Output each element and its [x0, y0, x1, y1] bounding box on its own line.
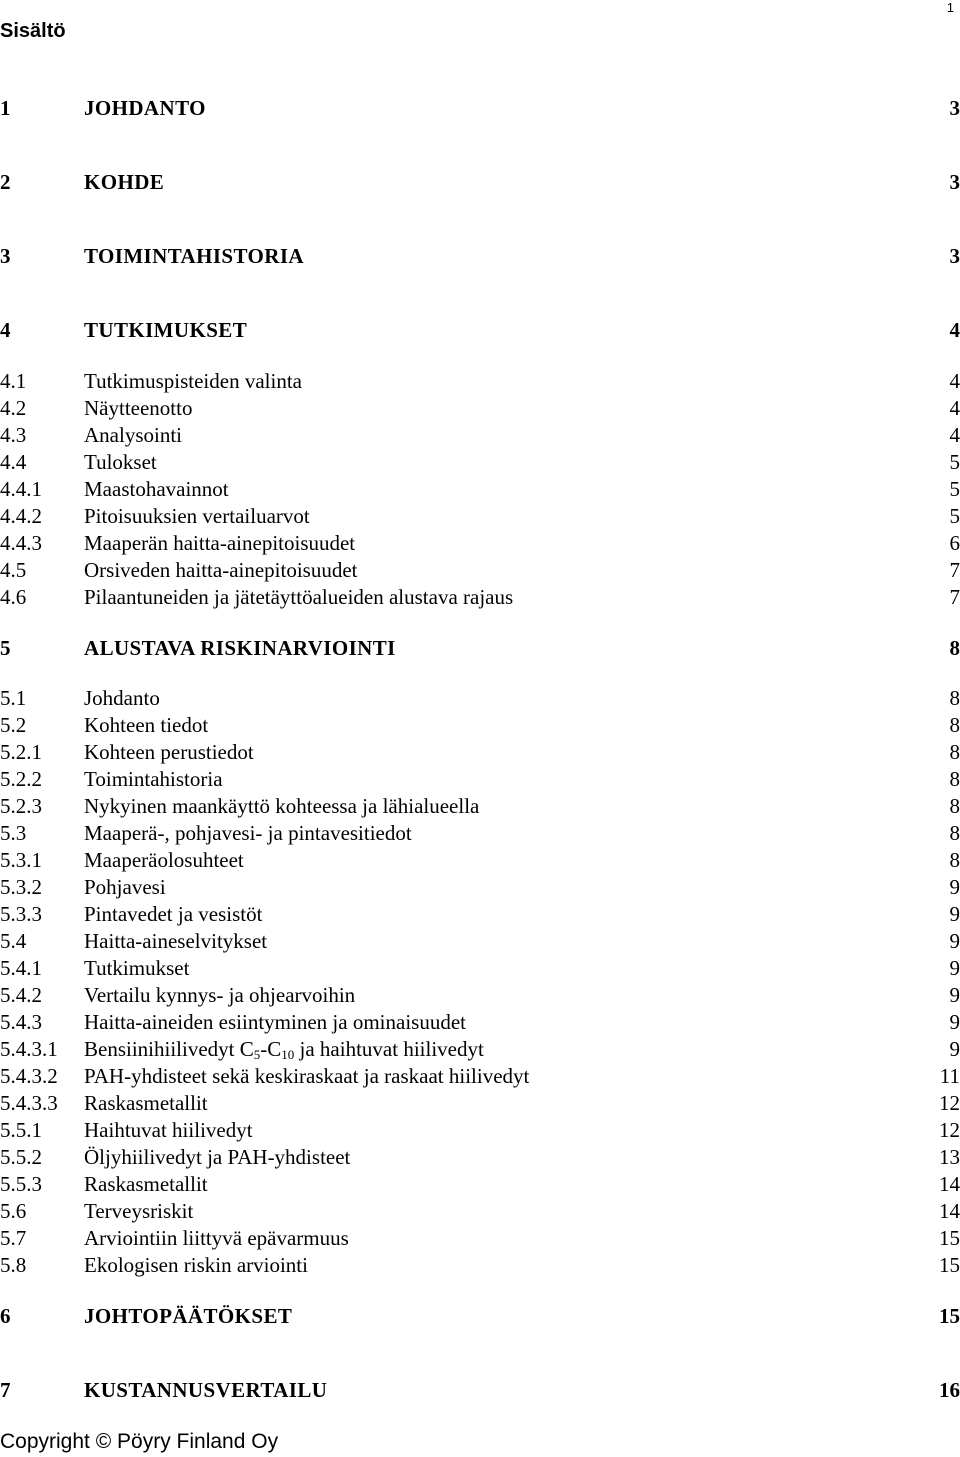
toc-section-entry[interactable] — [0, 739, 960, 766]
toc-section-entry[interactable] — [0, 395, 960, 422]
toc-entry-title: Raskasmetallit — [84, 1091, 208, 1115]
toc-section-entry[interactable] — [0, 476, 960, 503]
toc-entry-page: 15 — [939, 1304, 960, 1328]
toc-entry-title: Johdanto — [84, 686, 160, 710]
toc-entry-page: 4 — [949, 318, 960, 342]
toc-entry-page: 3 — [949, 244, 960, 268]
toc-entry-page: 13 — [939, 1145, 960, 1169]
toc-entry-title: Tulokset — [84, 450, 157, 474]
toc-entry-title: Maaperän haitta-ainepitoisuudet — [84, 531, 356, 555]
toc-section-entry[interactable] — [0, 1009, 960, 1036]
toc-entry-number: 5.2.1 — [0, 740, 42, 764]
toc-section-entry[interactable] — [0, 530, 960, 557]
toc-chapter-entry[interactable] — [0, 635, 960, 662]
toc-entry-number: 5.3.1 — [0, 848, 42, 872]
toc-entry-page: 8 — [949, 848, 960, 872]
toc-entry-page: 9 — [949, 902, 960, 926]
toc-entry-page: 15 — [939, 1253, 960, 1277]
toc-section-entry[interactable] — [0, 1198, 960, 1225]
toc-chapter-entry[interactable] — [0, 95, 960, 122]
toc-entry-number: 5.2.2 — [0, 767, 42, 791]
toc-entry-title: Raskasmetallit — [84, 1172, 208, 1196]
toc-entry-number: 1 — [0, 96, 11, 120]
toc-entry-title: Tutkimuspisteiden valinta — [84, 369, 302, 393]
toc-entry-number: 5.5.3 — [0, 1172, 42, 1196]
toc-entry-page: 14 — [939, 1199, 960, 1223]
toc-section-entry[interactable] — [0, 584, 960, 611]
toc-entry-number: 5.2 — [0, 713, 27, 737]
toc-entry-page: 16 — [939, 1378, 960, 1402]
toc-entry-page: 15 — [939, 1226, 960, 1250]
toc-entry-number: 5.4.2 — [0, 983, 42, 1007]
toc-section-entry[interactable] — [0, 1144, 960, 1171]
toc-chapter-entry[interactable] — [0, 317, 960, 344]
toc-entry-title: Pilaantuneiden ja jätetäyttöalueiden alustava rajaus — [84, 585, 514, 609]
toc-entry-page: 9 — [949, 956, 960, 980]
toc-entry-page: 11 — [939, 1064, 960, 1088]
toc-entry-title: Orsiveden haitta-ainepitoisuudet — [84, 558, 358, 582]
toc-section-entry[interactable] — [0, 1090, 960, 1117]
toc-entry-page: 5 — [949, 450, 960, 474]
toc-entry-page: 6 — [949, 531, 960, 555]
toc-section-entry[interactable] — [0, 1036, 960, 1063]
toc-entry-title: Terveysriskit — [84, 1199, 194, 1223]
copyright-footer: Copyright © Pöyry Finland Oy — [0, 1430, 279, 1453]
toc-entry-title: Öljyhiilivedyt ja PAH-yhdisteet — [84, 1145, 351, 1169]
toc-section-entry[interactable] — [0, 793, 960, 820]
toc-entry-page: 5 — [949, 504, 960, 528]
toc-section-entry[interactable] — [0, 685, 960, 712]
toc-entry-number: 5.1 — [0, 686, 27, 710]
toc-entry-page: 7 — [949, 558, 960, 582]
toc-entry-number: 4.2 — [0, 396, 27, 420]
toc-entry-page: 8 — [949, 686, 960, 710]
toc-entry-page: 9 — [949, 983, 960, 1007]
toc-section-entry[interactable] — [0, 557, 960, 584]
toc-entry-number: 4.4.3 — [0, 531, 42, 555]
title-text: -C — [260, 1037, 282, 1061]
toc-entry-page: 3 — [949, 170, 960, 194]
toc-section-entry[interactable] — [0, 901, 960, 928]
toc-entry-number: 5.4.3.1 — [0, 1037, 58, 1061]
toc-section-entry[interactable] — [0, 503, 960, 530]
toc-entry-title: Ekologisen riskin arviointi — [84, 1253, 308, 1277]
toc-section-entry[interactable] — [0, 712, 960, 739]
toc-entry-title: Näytteenotto — [84, 396, 193, 420]
toc-entry-number: 5.4 — [0, 929, 27, 953]
toc-entry-title: Analysointi — [84, 423, 182, 447]
toc-entry-title: Maaperä-, pohjavesi- ja pintavesitiedot — [84, 821, 412, 845]
toc-section-entry[interactable] — [0, 368, 960, 395]
toc-entry-number: 4.4.2 — [0, 504, 42, 528]
toc-section-entry[interactable] — [0, 1171, 960, 1198]
toc-entry-title: Haitta-aineiden esiintyminen ja ominaisuudet — [84, 1010, 466, 1034]
toc-entry-title: KUSTANNUSVERTAILU — [84, 1378, 328, 1402]
toc-entry-title: Kohteen tiedot — [84, 713, 209, 737]
toc-entry-page: 9 — [949, 1037, 960, 1061]
toc-entry-title: PAH-yhdisteet sekä keskiraskaat ja raskaat hiilivedyt — [84, 1064, 530, 1088]
toc-entry-number: 5.4.3.2 — [0, 1064, 58, 1088]
toc-entry-title: Arviointiin liittyvä epävarmuus — [84, 1226, 349, 1250]
toc-chapter-entry[interactable] — [0, 243, 960, 270]
toc-entry-title — [84, 1036, 484, 1063]
toc-entry-number: 5.4.3.3 — [0, 1091, 58, 1115]
toc-entry-page: 8 — [949, 713, 960, 737]
toc-entry-number: 4.1 — [0, 369, 27, 393]
toc-entry-title: KOHDE — [84, 170, 165, 194]
toc-heading: Sisältö — [0, 20, 66, 42]
toc-entry-number: 6 — [0, 1304, 11, 1328]
toc-entry-page: 8 — [949, 636, 960, 660]
toc-entry-page: 8 — [949, 794, 960, 818]
toc-entry-number: 4.3 — [0, 423, 27, 447]
toc-section-entry[interactable] — [0, 820, 960, 847]
toc-chapter-entry[interactable] — [0, 169, 960, 196]
toc-entry-title: Pitoisuuksien vertailuarvot — [84, 504, 310, 528]
toc-chapter-entry[interactable] — [0, 1377, 960, 1404]
toc-entry-number: 5.7 — [0, 1226, 27, 1250]
toc-entry-page: 9 — [949, 875, 960, 899]
toc-entry-number: 5.8 — [0, 1253, 27, 1277]
toc-entry-number: 5.2.3 — [0, 794, 42, 818]
toc-entry-number: 4.4.1 — [0, 477, 42, 501]
toc-entry-title: Maastohavainnot — [84, 477, 229, 501]
toc-entry-page: 9 — [949, 929, 960, 953]
toc-section-entry[interactable] — [0, 955, 960, 982]
toc-entry-number: 5.3.2 — [0, 875, 42, 899]
subscript-text: 5 — [253, 1047, 261, 1062]
toc-entry-page: 12 — [939, 1118, 960, 1142]
toc-section-entry[interactable] — [0, 1252, 960, 1279]
toc-section-entry[interactable] — [0, 874, 960, 901]
toc-section-entry[interactable] — [0, 449, 960, 476]
toc-entry-number: 4.6 — [0, 585, 27, 609]
toc-section-entry[interactable] — [0, 1225, 960, 1252]
toc-entry-number: 4.5 — [0, 558, 27, 582]
toc-entry-title: Haitta-aineselvitykset — [84, 929, 268, 953]
subscript-text: 10 — [281, 1047, 295, 1062]
toc-entry-page: 4 — [949, 396, 960, 420]
toc-entry-page: 8 — [949, 740, 960, 764]
toc-entry-title: Nykyinen maankäyttö kohteessa ja lähialueella — [84, 794, 480, 818]
toc-entry-page: 8 — [949, 767, 960, 791]
toc-entry-number: 5.5.2 — [0, 1145, 42, 1169]
toc-entry-page: 8 — [949, 821, 960, 845]
toc-entry-page: 14 — [939, 1172, 960, 1196]
toc-entry-number: 5.3.3 — [0, 902, 42, 926]
toc-section-entry[interactable] — [0, 982, 960, 1009]
toc-entry-page: 3 — [949, 96, 960, 120]
toc-section-entry[interactable] — [0, 847, 960, 874]
toc-entry-number: 3 — [0, 244, 11, 268]
toc-entry-page: 4 — [949, 423, 960, 447]
toc-entry-title: Tutkimukset — [84, 956, 190, 980]
toc-chapter-entry[interactable] — [0, 1303, 960, 1330]
toc-entry-title: TUTKIMUKSET — [84, 318, 248, 342]
toc-entry-page: 12 — [939, 1091, 960, 1115]
toc-entry-number: 5.4.1 — [0, 956, 42, 980]
toc-entry-number: 2 — [0, 170, 11, 194]
toc-entry-title: JOHDANTO — [84, 96, 206, 120]
toc-entry-title: Pohjavesi — [84, 875, 166, 899]
toc-entry-title: Kohteen perustiedot — [84, 740, 254, 764]
toc-section-entry[interactable] — [0, 1063, 960, 1090]
toc-entry-page: 7 — [949, 585, 960, 609]
toc-section-entry[interactable] — [0, 766, 960, 793]
toc-entry-number: 5 — [0, 636, 11, 660]
toc-entry-title: Haihtuvat hiilivedyt — [84, 1118, 253, 1142]
toc-section-entry[interactable] — [0, 422, 960, 449]
toc-entry-title: JOHTOPÄÄTÖKSET — [84, 1304, 293, 1328]
page-number: 1 — [946, 0, 954, 15]
toc-entry-title: TOIMINTAHISTORIA — [84, 244, 304, 268]
toc-entry-title: Maaperäolosuhteet — [84, 848, 244, 872]
toc-entry-number: 7 — [0, 1378, 11, 1402]
toc-entry-page: 9 — [949, 1010, 960, 1034]
toc-entry-page: 4 — [949, 369, 960, 393]
toc-entry-number: 5.4.3 — [0, 1010, 42, 1034]
toc-section-entry[interactable] — [0, 928, 960, 955]
toc-section-entry[interactable] — [0, 1117, 960, 1144]
toc-entry-title: Vertailu kynnys- ja ohjearvoihin — [84, 983, 356, 1007]
toc-entry-title: ALUSTAVA RISKINARVIOINTI — [84, 636, 396, 660]
title-text: Bensiinihiilivedyt C — [84, 1037, 254, 1061]
toc-entry-title: Pintavedet ja vesistöt — [84, 902, 263, 926]
toc-entry-number: 5.6 — [0, 1199, 27, 1223]
toc-entry-number: 5.5.1 — [0, 1118, 42, 1142]
toc-entry-title: Toimintahistoria — [84, 767, 223, 791]
toc-entry-number: 4 — [0, 318, 11, 342]
title-text: ja haihtuvat hiilivedyt — [294, 1037, 484, 1061]
toc-entry-page: 5 — [949, 477, 960, 501]
toc-entry-number: 5.3 — [0, 821, 27, 845]
toc-entry-number: 4.4 — [0, 450, 27, 474]
